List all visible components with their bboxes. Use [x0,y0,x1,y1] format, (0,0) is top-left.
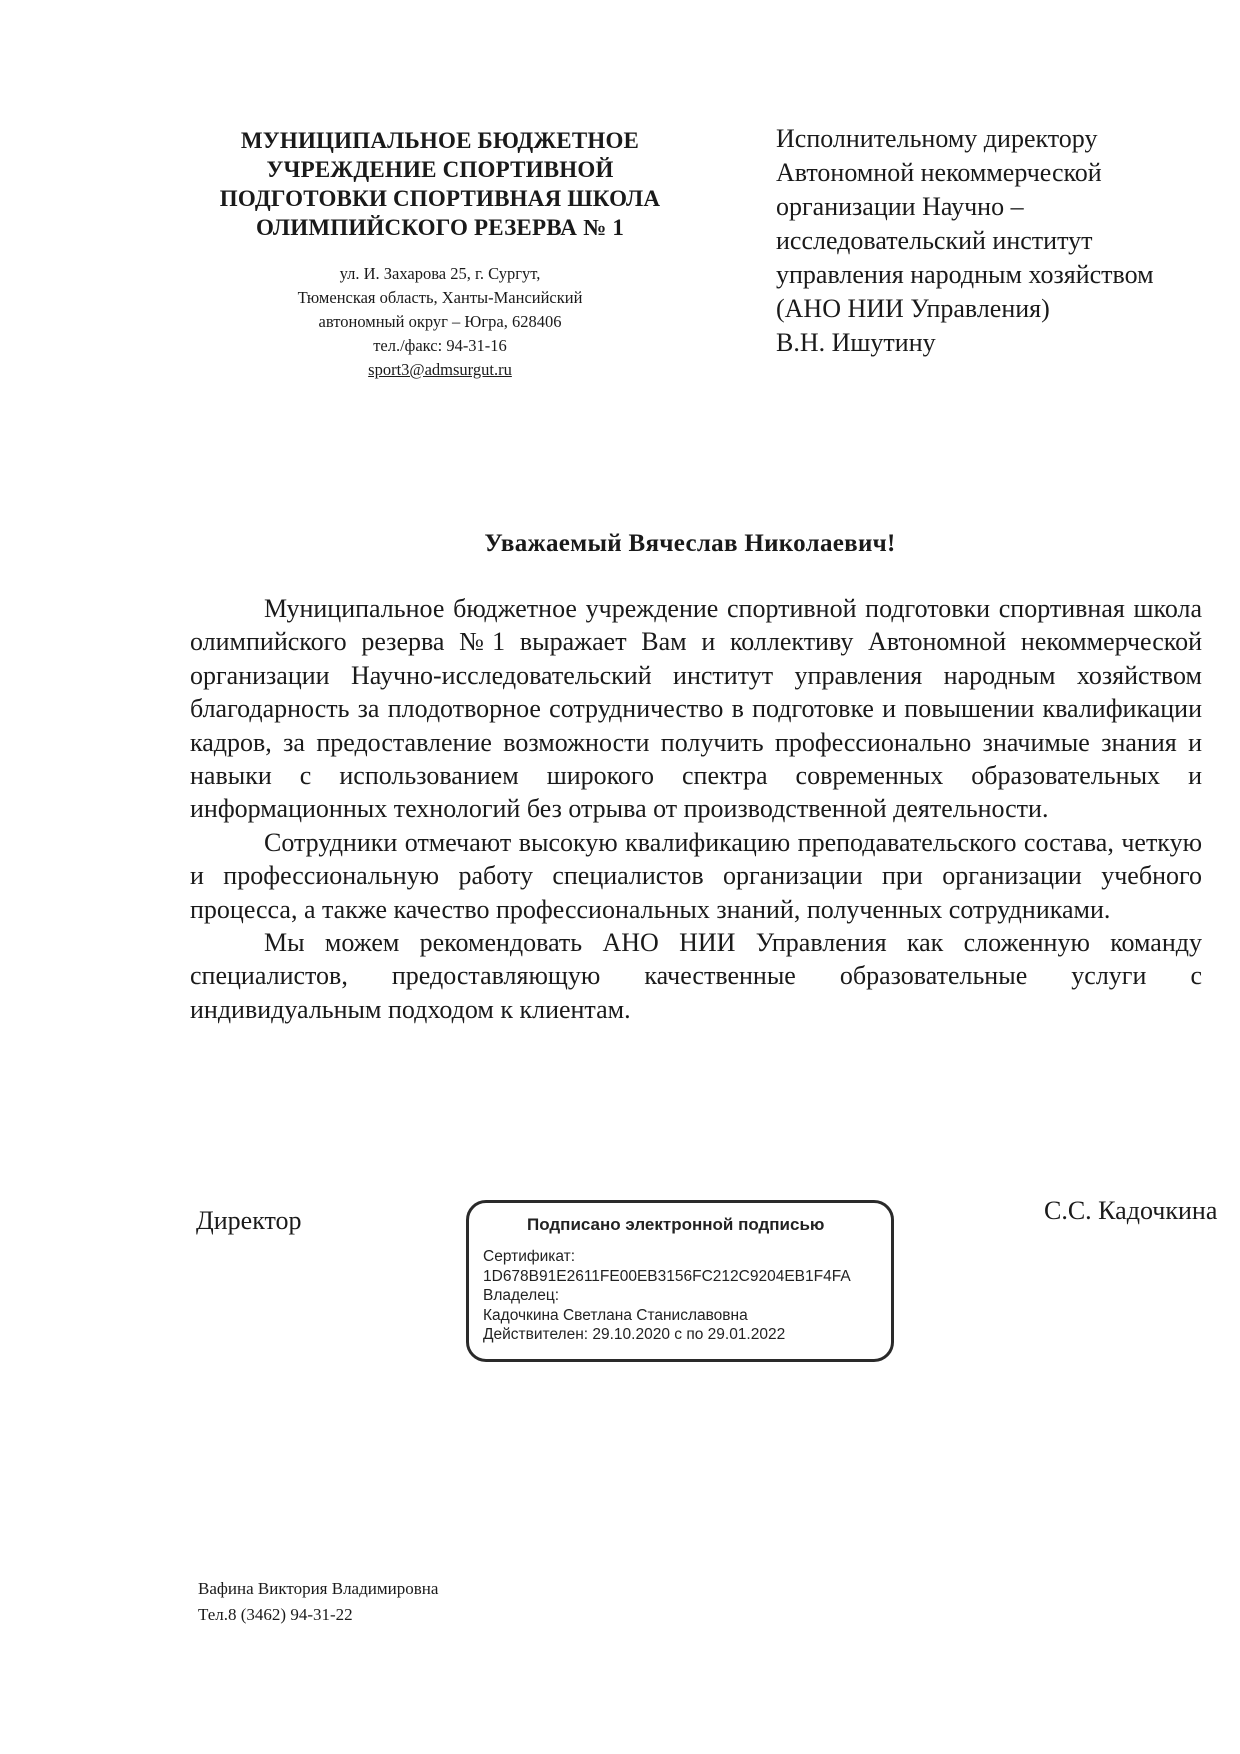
letter-body [190,592,1202,1026]
sender-block [180,126,700,382]
recipient-name: В.Н. Ишутину [776,328,936,357]
contact-name: Вафина Виктория Владимировна [198,1579,439,1598]
stamp-details [483,1247,851,1345]
recipient-line: Исполнительному директору [776,124,1098,153]
recipient-line: управления народным хозяйством [776,260,1154,289]
sender-org-line: МУНИЦИПАЛЬНОЕ БЮДЖЕТНОЕ [240,128,640,153]
recipient-line: Автономной некоммерческой [776,158,1102,187]
sender-address-line: ул. И. Захарова 25, г. Сургут, [339,264,541,283]
stamp-title: Подписано электронной подписью [527,1215,825,1234]
body-paragraph: Муниципальное бюджетное учреждение спортивной подготовки спортивная школа олимпийского резерва №1 выражает Вам и коллективу Автономной некоммерческой организации Научно-исследовательский институт управления народным хозяйством благодарность за плодотворное сотрудничество в подготовке и повышении квалификации кадров, за предоставление возможности получить профессионально значимые знания и навыки с использованием широкого спектра современных образовательных и информационных технологий без отрыва от производственной деятельности. [190,594,1202,824]
sender-org-line: УЧРЕЖДЕНИЕ СПОРТИВНОЙ [266,157,614,182]
signatory-name: С.С. Кадочкина [1044,1196,1218,1225]
validity-period: Действителен: 29.10.2020 с по 29.01.2022 [483,1326,786,1343]
sender-phone-fax: тел./факс: 94-31-16 [373,336,507,355]
recipient-line: (АНО НИИ Управления) [776,294,1050,323]
sender-email-link[interactable]: sport3@admsurgut.ru [368,360,512,379]
body-paragraph: Сотрудники отмечают высокую квалификацию преподавательского состава, четкую и профессиональную работу специалистов организации при организации учебного процесса, а также качество профессиональных знаний, полученных сотрудниками. [190,827,1202,924]
recipient-block [776,122,1226,360]
contact-phone: Тел.8 (3462) 94-31-22 [198,1605,353,1624]
certificate-label: Сертификат: [483,1248,576,1265]
certificate-value: 1D678B91E2611FE00EB3156FC212C9204EB1F4FA [483,1267,851,1285]
recipient-line: исследовательский институт [776,226,1093,255]
contact-footer [198,1576,438,1628]
signatory-position: Директор [196,1206,302,1235]
owner-value: Кадочкина Светлана Станиславовна [483,1306,748,1324]
owner-label: Владелец: [483,1287,560,1304]
body-paragraph: Мы можем рекомендовать АНО НИИ Управления как сложенную команду специалистов, предоставляющую качественные образовательные услуги с индивидуальным подходом к клиентам. [190,928,1202,1024]
sender-address-line: Тюменская область, Ханты-Мансийский [297,288,583,307]
salutation: Уважаемый Вячеслав Николаевич! [484,530,896,557]
sender-address [180,262,700,382]
sender-org-line: ОЛИМПИЙСКОГО РЕЗЕРВА № 1 [255,215,625,240]
recipient-line: организации Научно – [776,192,1024,221]
electronic-signature-stamp [466,1200,894,1362]
sender-organization-name [180,126,700,242]
sender-address-line: автономный округ – Югра, 628406 [318,312,562,331]
sender-org-line: ПОДГОТОВКИ СПОРТИВНАЯ ШКОЛА [219,186,661,211]
